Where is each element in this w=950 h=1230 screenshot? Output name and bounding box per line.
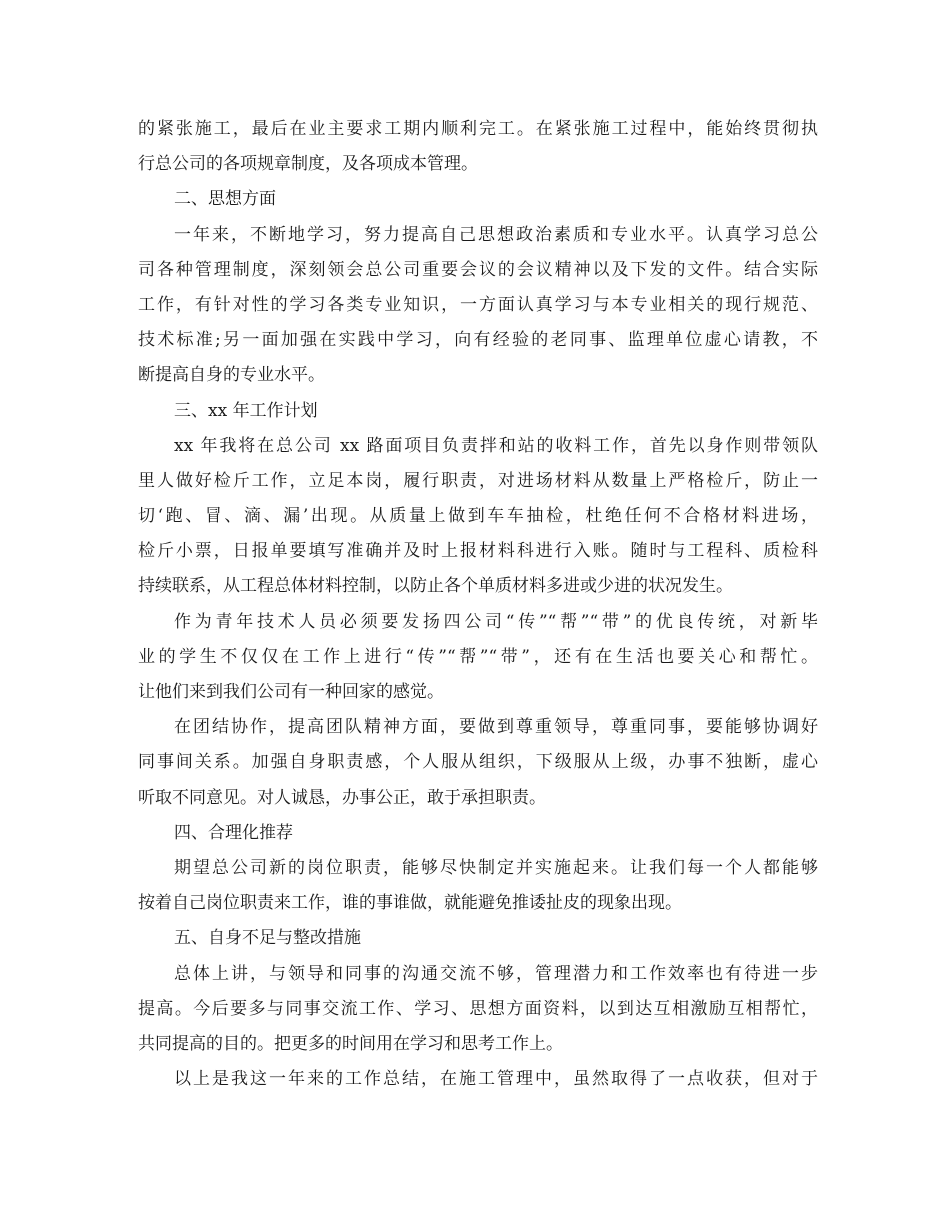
document-page — [138, 112, 818, 1097]
text-line: 一年来，不断地学习，努力提高自己思想政治素质和专业水平。认真学习总公 — [174, 224, 818, 245]
text-line: 期望总公司新的岗位职责，能够尽快制定并实施起来。让我们每一个人都能够 — [174, 857, 818, 878]
text-line: 持续联系，从工程总体材料控制，以防止各个单质材料多进或少进的状况发生。 — [138, 576, 733, 597]
text-line: 以上是我这一年来的工作总结，在施工管理中，虽然取得了一点收获，但对于 — [174, 1069, 818, 1090]
text-line: 的紧张施工，最后在业主要求工期内顺利完工。在紧张施工过程中，能始终贯彻执 — [138, 119, 818, 139]
text-line: xx 年我将在总公司 xx 路面项目负责拌和站的收料工作，首先以身作则带领队 — [174, 435, 818, 456]
section-heading: 三、xx 年工作计划 — [174, 400, 318, 421]
text-line: 听取不同意见。对人诚恳，办事公正，敢于承担职责。 — [138, 787, 546, 808]
text-line: 业的学生不仅仅在工作上进行“传”“帮”“带”，还有在生活也要关心和帮忙。 — [138, 646, 818, 667]
text-line: 行总公司的各项规章制度，及各项成本管理。 — [138, 154, 478, 175]
text-line: 断提高自身的专业水平。 — [138, 365, 325, 386]
text-line: 检斤小票，日报单要填写准确并及时上报材料科进行入账。随时与工程科、质检科 — [138, 541, 818, 562]
text-line: 提高。今后要多与同事交流工作、学习、思想方面资料，以到达互相激励互相帮忙， — [138, 998, 818, 1019]
text-line: 作为青年技术人员必须要发扬四公司“传”“帮”“带”的优良传统，对新毕 — [174, 611, 818, 632]
text-line: 在团结协作，提高团队精神方面，要做到尊重领导，尊重同事，要能够协调好 — [174, 717, 818, 738]
text-line: 工作，有针对性的学习各类专业知识，一方面认真学习与本专业相关的现行规范、 — [138, 294, 818, 315]
text-line: 切‘跑、冒、滴、漏’出现。从质量上做到车车抽检，杜绝任何不合格材料进场， — [138, 506, 818, 527]
section-heading: 二、思想方面 — [174, 189, 276, 210]
text-line: 按着自己岗位职责来工作，谁的事谁做，就能避免推诿扯皮的现象出现。 — [138, 893, 682, 914]
text-line: 让他们来到我们公司有一种回家的感觉。 — [138, 682, 444, 702]
text-line: 里人做好检斤工作，立足本岗，履行职责，对进场材料从数量上严格检斤，防止一 — [138, 470, 818, 491]
text-line: 同事间关系。加强自身职责感，个人服从组织，下级服从上级，办事不独断，虚心 — [138, 752, 818, 773]
text-line: 总体上讲，与领导和同事的沟通交流不够，管理潜力和工作效率也有待进一步 — [174, 963, 818, 984]
text-line: 司各种管理制度，深刻领会总公司重要会议的会议精神以及下发的文件。结合实际 — [138, 259, 818, 280]
text-line: 共同提高的目的。把更多的时间用在学习和思考工作上。 — [138, 1033, 563, 1054]
section-heading: 四、合理化推荐 — [174, 822, 293, 843]
text-line: 技术标准;另一面加强在实践中学习，向有经验的老同事、监理单位虚心请教，不 — [138, 330, 818, 351]
section-heading: 五、自身不足与整改措施 — [174, 928, 361, 949]
